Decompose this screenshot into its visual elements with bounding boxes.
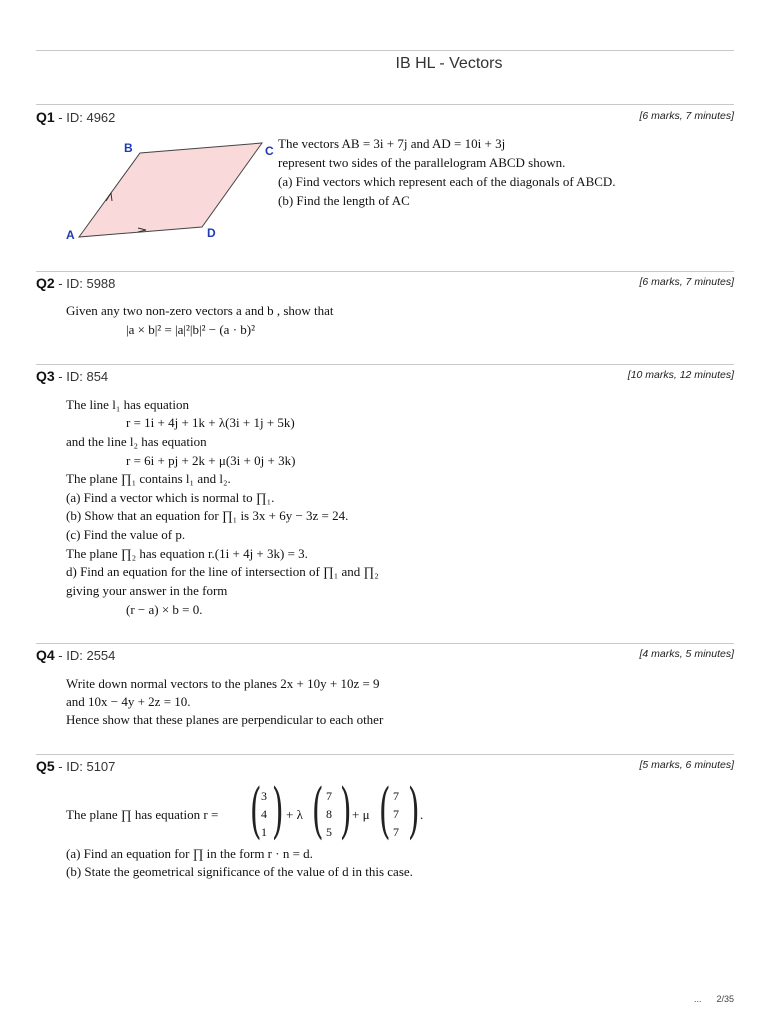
page-title: IB HL - Vectors	[395, 55, 503, 72]
q4-line-1: Write down normal vectors to the planes 2x + 10y + 10z = 9	[66, 676, 380, 691]
q3-id: - ID: 854	[54, 369, 109, 384]
q1-line-2: represent two sides of the parallelogram ABCD shown.	[278, 155, 566, 170]
q3-line-12: (r − a) × b = 0.	[126, 602, 203, 617]
q3-line-2: r = 1i + 4j + 1k + λ(3i + 1j + 5k)	[126, 415, 295, 430]
q4-header	[36, 647, 734, 663]
q4-rule	[36, 643, 734, 644]
q5-id: - ID: 5107	[54, 759, 116, 774]
q3-marks: [10 marks, 12 minutes]	[627, 369, 734, 381]
q3-line-11: giving your answer in the form	[66, 583, 228, 598]
q5-rule	[36, 754, 734, 755]
q3-header	[36, 368, 734, 384]
vector-1-left-paren: (	[249, 776, 262, 846]
q4-line-2: and 10x − 4y + 2z = 10.	[66, 694, 191, 709]
q1-line-4: (b) Find the length of AC	[278, 193, 410, 208]
q5-period: .	[420, 807, 424, 822]
q2-line-2: |a × b|² = |a|²|b|² − (a · b)²	[126, 322, 255, 337]
q5-line-a: (a) Find an equation for ∏ in the form r · n = d.	[66, 846, 313, 861]
label-a: A	[66, 228, 75, 242]
q5-line-b: (b) State the geometrical significance of the value of d in this case.	[66, 864, 413, 879]
page-footer	[694, 994, 734, 1004]
q4-line-3: Hence show that these planes are perpendicular to each other	[66, 712, 384, 727]
q1-id: - ID: 4962	[54, 110, 116, 125]
footer-dots: ...	[693, 994, 702, 1004]
vector-2-left-paren: (	[311, 776, 324, 846]
q5-plus-lambda: + λ	[286, 807, 303, 822]
q5-number: Q5	[36, 758, 55, 774]
q1-rule	[36, 104, 734, 105]
q1-header	[36, 109, 734, 125]
label-d: D	[207, 226, 216, 240]
q3-line-8: (c) Find the value of p.	[66, 527, 186, 542]
q2-number: Q2	[36, 275, 55, 291]
q1-marks: [6 marks, 7 minutes]	[639, 110, 734, 122]
parallelogram-shape	[79, 143, 262, 237]
vector-1: 3 4 1	[261, 789, 267, 839]
q5-equation-lead: The plane ∏ has equation r =	[66, 807, 219, 822]
top-rule	[36, 50, 734, 51]
q1-line-3: (a) Find vectors which represent each of the diagonals of ABCD.	[278, 174, 616, 189]
parallelogram-diagram	[60, 135, 275, 245]
q5-header	[36, 758, 734, 774]
vector-3-left-paren: (	[378, 776, 391, 846]
vector-2: 7 8 5	[326, 789, 332, 839]
vector-2-right-paren: )	[339, 776, 352, 846]
label-b: B	[124, 141, 133, 155]
q2-marks: [6 marks, 7 minutes]	[639, 276, 734, 288]
q3-line-4: r = 6i + pj + 2k + μ(3i + 0j + 3k)	[126, 453, 296, 468]
q2-id: - ID: 5988	[54, 276, 116, 291]
q4-marks: [4 marks, 5 minutes]	[639, 648, 734, 660]
q2-header	[36, 275, 734, 291]
q3-line-7: (b) Show that an equation for ∏₁ is 3x + 6y − 3z = 24.	[66, 508, 349, 523]
q3-line-1: The line l₁ has equation	[66, 397, 189, 412]
q4-id: - ID: 2554	[54, 648, 116, 663]
q3-line-10: d) Find an equation for the line of intersection of ∏₁ and ∏₂	[66, 564, 379, 579]
q5-marks: [5 marks, 6 minutes]	[639, 759, 734, 771]
q3-line-6: (a) Find a vector which is normal to ∏₁.	[66, 490, 275, 505]
q1-number: Q1	[36, 109, 55, 125]
q1-line-1: The vectors AB = 3i + 7j and AD = 10i + 3j	[278, 136, 506, 151]
page-number: 2/35	[716, 994, 734, 1004]
vector-3: 7 7 7	[393, 789, 399, 839]
q3-number: Q3	[36, 368, 55, 384]
label-c: C	[265, 144, 274, 158]
q3-line-5: The plane ∏₁ contains l₁ and l₂.	[66, 471, 231, 486]
q5-plus-mu: + μ	[352, 807, 370, 822]
q2-line-1: Given any two non-zero vectors a and b , show that	[66, 303, 334, 318]
vector-3-right-paren: )	[407, 776, 420, 846]
q4-number: Q4	[36, 647, 55, 663]
q2-rule	[36, 271, 734, 272]
q3-rule	[36, 364, 734, 365]
q3-line-3: and the line l₂ has equation	[66, 434, 207, 449]
q3-line-9: The plane ∏₂ has equation r.(1i + 4j + 3k) = 3.	[66, 546, 308, 561]
vector-1-right-paren: )	[271, 776, 284, 846]
